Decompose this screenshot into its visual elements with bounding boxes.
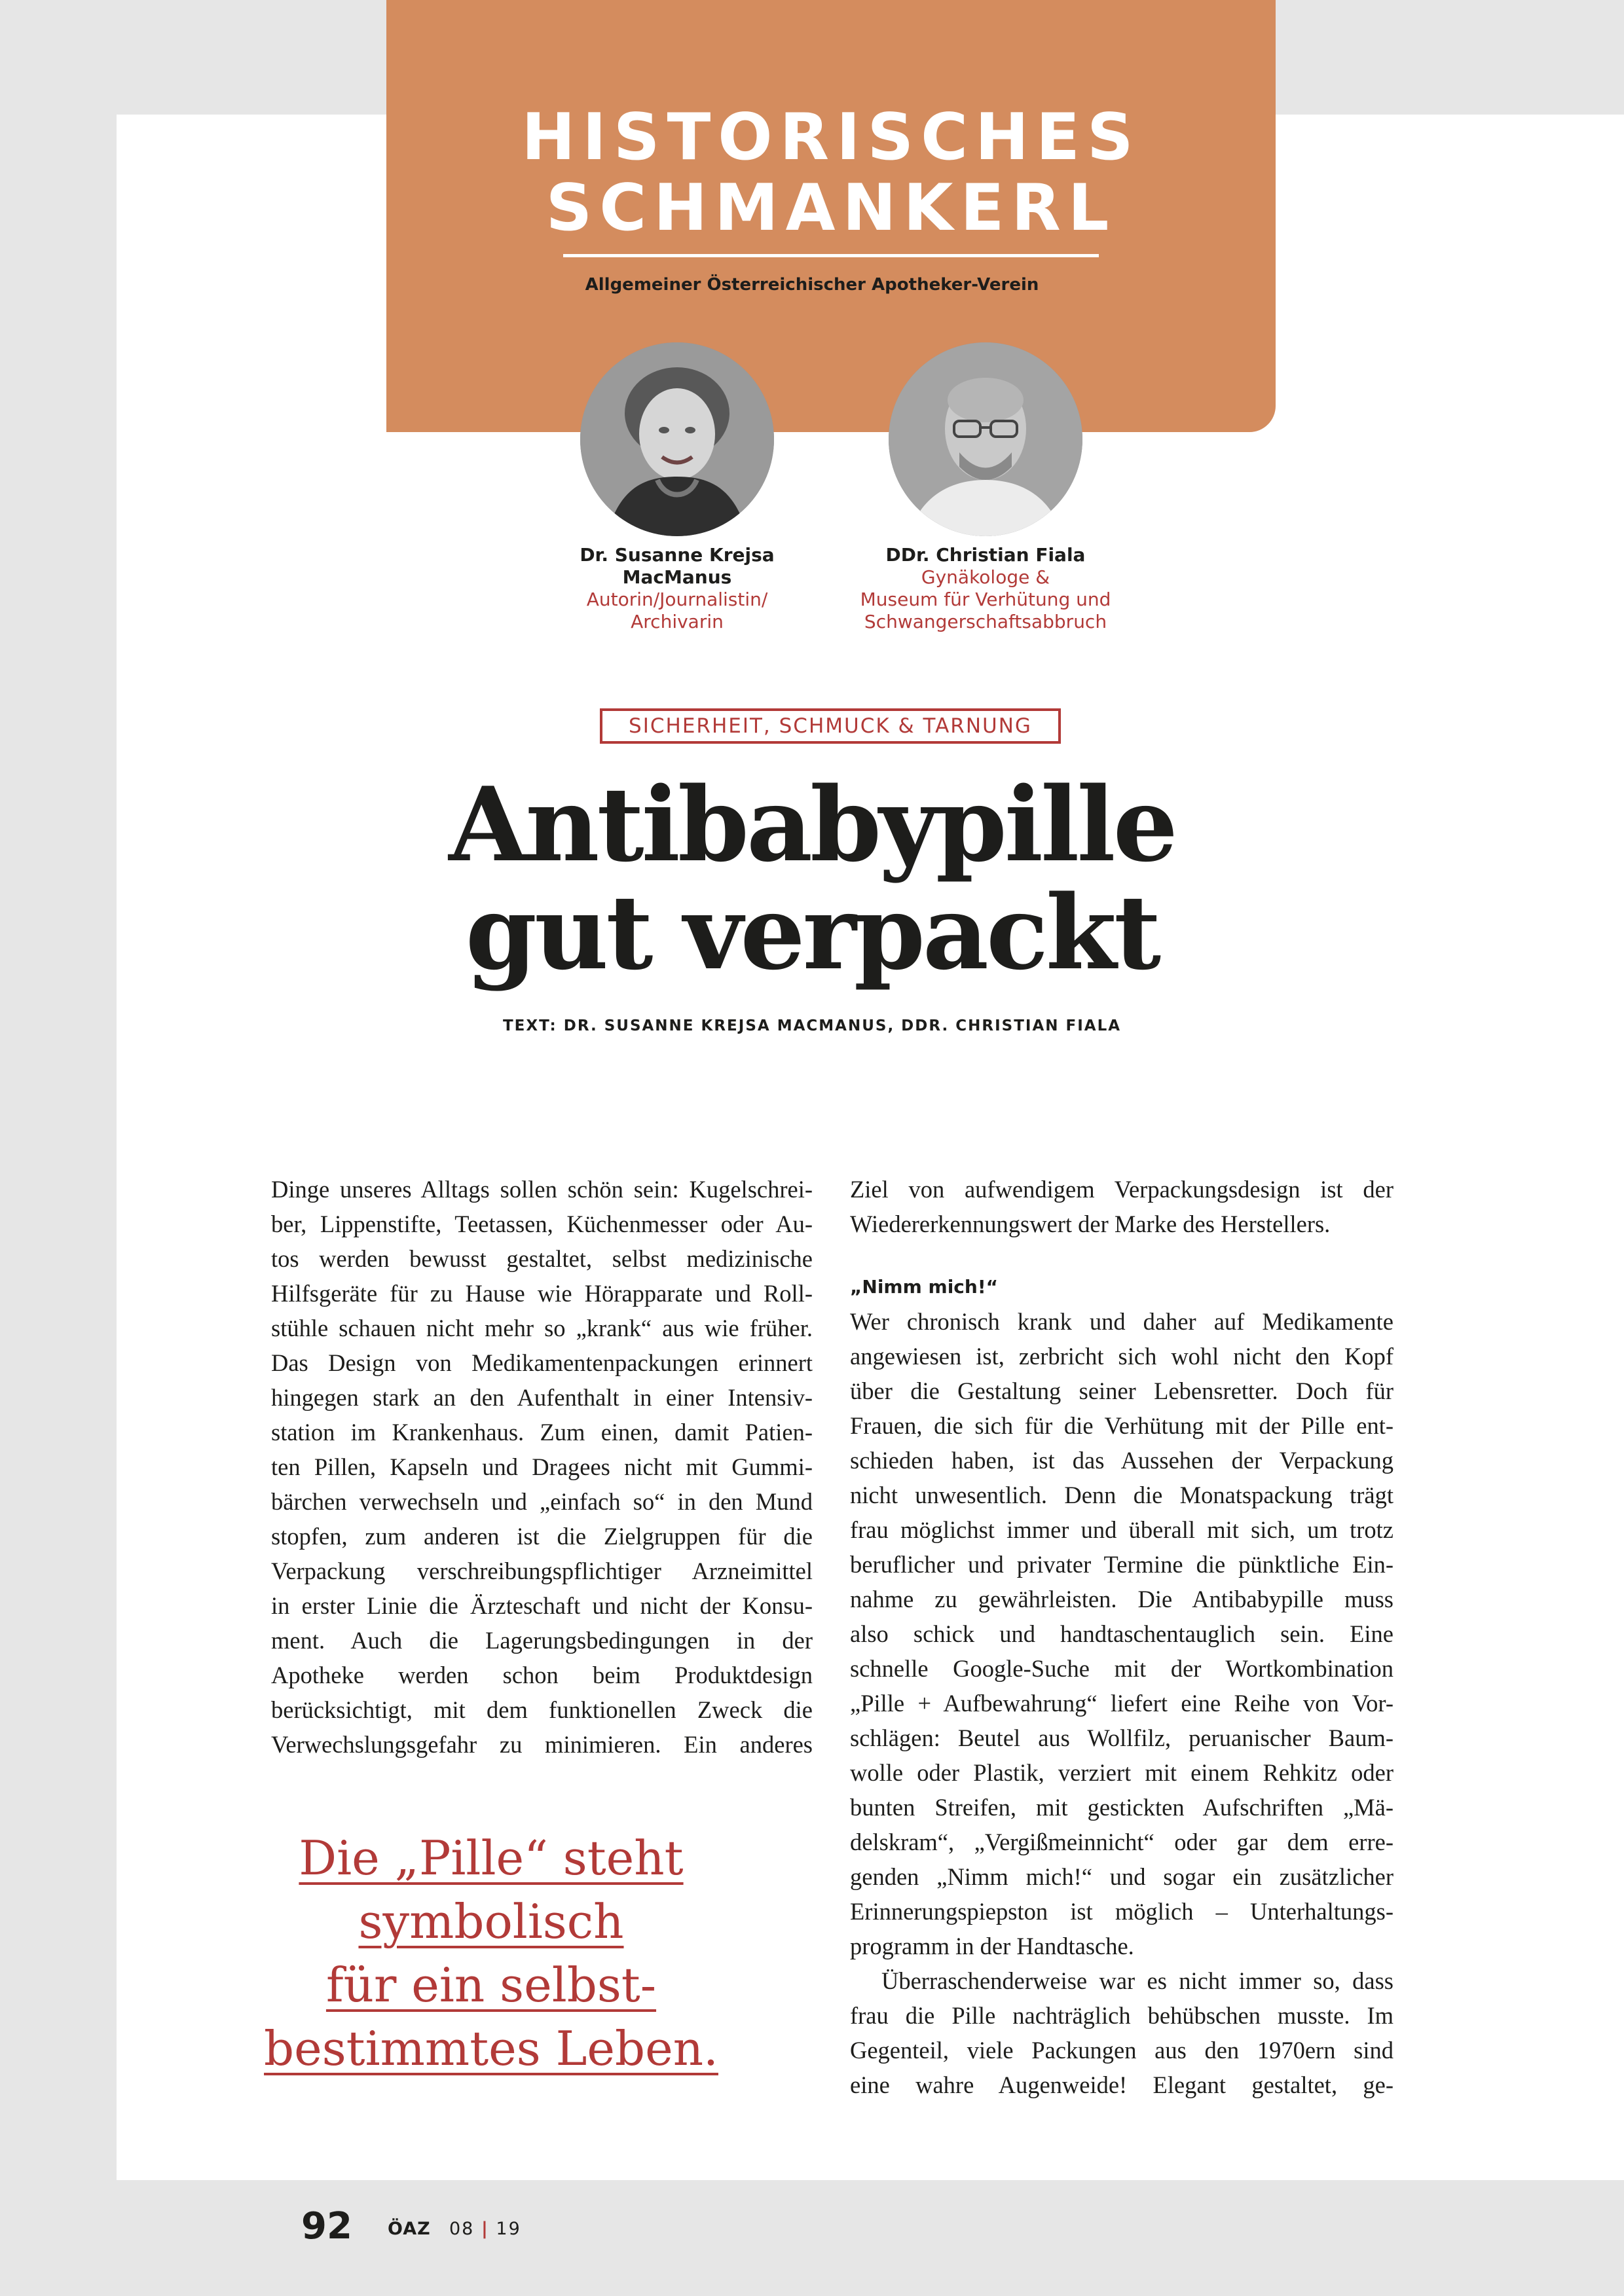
author1-caption: [533, 544, 821, 633]
banner-divider: [563, 254, 1099, 257]
body-text-line: bärchen verwechseln und „einfach so“ in den Mund: [271, 1488, 813, 1515]
pull-quote-line: symbolisch: [358, 1894, 624, 1949]
article-column-1: [271, 1172, 813, 1762]
section-banner: [386, 0, 1276, 432]
article-column-2: [850, 1172, 1393, 2102]
body-text-line: schlägen: Beutel aus Wollfilz, peruanischer Baum-: [850, 1724, 1393, 1751]
body-text-line: programm in der Handtasche.: [850, 1933, 1134, 1959]
body-text-line: ber, Lippenstifte, Teetassen, Küchenmesser oder Au-: [271, 1211, 813, 1237]
organization-name: Allgemeiner Österreichischer Apotheker-Verein: [585, 275, 1039, 295]
author2-caption: [841, 544, 1130, 633]
body-text-line: in erster Linie die Ärzteschaft und nicht der Konsu-: [271, 1592, 813, 1619]
body-text-line: Das Design von Medikamentenpackungen erinnert: [271, 1349, 813, 1376]
body-text-line: bunten Streifen, mit gestickten Aufschriften „Mä-: [850, 1794, 1393, 1821]
body-text-line: Ziel von aufwendigem Verpackungsdesign ist der: [850, 1176, 1393, 1203]
body-text-line: Dinge unseres Alltags sollen schön sein: Kugelschrei-: [271, 1176, 813, 1203]
pull-quote: [223, 1827, 760, 2081]
issue-month: 08: [449, 2219, 475, 2239]
pull-quote-line: Die „Pille“ steht: [299, 1831, 684, 1886]
body-text-line: stühle schauen nicht mehr so „krank“ aus wie früher.: [271, 1315, 813, 1341]
byline: TEXT: DR. SUSANNE KREJSA MACMANUS, DDR. CHRISTIAN FIALA: [502, 1017, 1122, 1034]
body-text-line: stopfen, zum anderen ist die Zielgruppen für die: [271, 1523, 813, 1550]
pull-quote-line: für ein selbst-: [325, 1958, 657, 2013]
body-text-line: Überraschenderweise war es nicht immer so, dass: [881, 1967, 1393, 1994]
body-text-line: ten Pillen, Kapseln und Dragees nicht mit Gummi-: [271, 1453, 813, 1480]
author2-role-line3: Schwangerschaftsabbruch: [864, 611, 1107, 632]
body-text-line: Apotheke werden schon beim Produktdesign: [271, 1662, 813, 1688]
body-text-line: wolle oder Plastik, verziert mit einem Rehkitz oder: [850, 1759, 1393, 1786]
banner-title-line1: HISTORISCHES: [521, 100, 1141, 175]
body-text-line: frau die Pille nachträglich behübschen musste. Im: [850, 2002, 1393, 2029]
author1-name-line2: MacManus: [622, 566, 732, 588]
body-text-line: delskram“, „Vergißmeinnicht“ oder gar dem erre-: [850, 1829, 1393, 1855]
portrait-photo-woman: [580, 342, 774, 536]
author2-role-line1: Gynäkologe &: [921, 566, 1050, 588]
portrait-photo-man: [889, 342, 1082, 536]
body-text-line: Verwechslungsgefahr zu minimieren. Ein anderes: [271, 1731, 813, 1758]
body-text-line: angewiesen ist, zerbricht sich wohl nicht den Kopf: [850, 1343, 1393, 1370]
body-text-line: station im Krankenhaus. Zum einen, damit Patien-: [271, 1419, 813, 1446]
issue-number: [449, 2219, 521, 2239]
magazine-name: ÖAZ: [388, 2219, 431, 2239]
body-text-line: „Pille + Aufbewahrung“ liefert eine Reihe von Vor-: [850, 1690, 1393, 1717]
body-text-line: tos werden bewusst gestaltet, selbst medizinische: [271, 1245, 813, 1272]
kicker-label: SICHERHEIT, SCHMUCK & TARNUNG: [600, 708, 1061, 744]
body-text-line: ment. Auch die Lagerungsbedingungen in der: [271, 1627, 813, 1654]
author2-photo: [889, 342, 1082, 536]
body-text-line: berücksichtigt, mit dem funktionellen Zweck die: [271, 1696, 813, 1723]
headline-line2: gut verpackt: [465, 873, 1159, 993]
body-text-line: beruflicher und privater Termine die pünktliche Ein-: [850, 1551, 1393, 1578]
author1-role-line2: Archivarin: [631, 611, 724, 632]
issue-year: 19: [496, 2219, 521, 2239]
body-text-line: schieden haben, ist das Aussehen der Verpackung: [850, 1447, 1393, 1474]
page-number: 92: [301, 2205, 352, 2248]
author2-role-line2: Museum für Verhütung und: [860, 589, 1111, 610]
body-text-line: also schick und handtaschentauglich sein. Eine: [850, 1620, 1393, 1647]
body-text-line: Gegenteil, viele Packungen aus den 1970ern sind: [850, 2037, 1393, 2064]
body-text-line: hingegen stark an den Aufenthalt in einer Intensiv-: [271, 1384, 813, 1411]
body-text-line: frau möglichst immer und überall mit sich, um trotz: [850, 1516, 1393, 1543]
body-text-line: Frauen, die sich für die Verhütung mit der Pille ent-: [850, 1412, 1393, 1439]
body-text-line: Hilfsgeräte für zu Hause wie Hörapparate und Roll-: [271, 1280, 813, 1307]
body-text-line: Erinnerungspiepston ist möglich – Unterhaltungs-: [850, 1898, 1393, 1925]
body-text-line: genden „Nimm mich!“ und sogar ein zusätzlicher: [850, 1863, 1393, 1890]
headline-line1: Antibabypille: [449, 765, 1175, 884]
body-text-line: nahme zu gewährleisten. Die Antibabypille muss: [850, 1586, 1393, 1613]
body-text-line: Wer chronisch krank und daher auf Medikamente: [850, 1308, 1393, 1335]
author1-role-line1: Autorin/Journalistin/: [586, 589, 768, 610]
body-text-line: Wiedererkennungswert der Marke des Herstellers.: [850, 1211, 1331, 1237]
body-text-line: schnelle Google-Suche mit der Wortkombination: [850, 1655, 1393, 1682]
banner-title-line2: SCHMANKERL: [545, 171, 1116, 246]
pull-quote-line: bestimmtes Leben.: [264, 2021, 718, 2076]
subheading: „Nimm mich!“: [850, 1276, 999, 1298]
body-text-line: über die Gestaltung seiner Lebensretter. Doch für: [850, 1377, 1393, 1404]
author2-name: DDr. Christian Fiala: [885, 544, 1086, 566]
author1-name-line1: Dr. Susanne Krejsa: [580, 544, 775, 566]
issue-separator: |: [481, 2219, 489, 2239]
body-text-line: Verpackung verschreibungspflichtiger Arzneimittel: [271, 1558, 813, 1584]
body-text-line: eine wahre Augenweide! Elegant gestaltet, ge-: [850, 2071, 1393, 2098]
body-text-line: nicht unwesentlich. Denn die Monatspackung trägt: [850, 1482, 1393, 1508]
author1-photo: [580, 342, 774, 536]
